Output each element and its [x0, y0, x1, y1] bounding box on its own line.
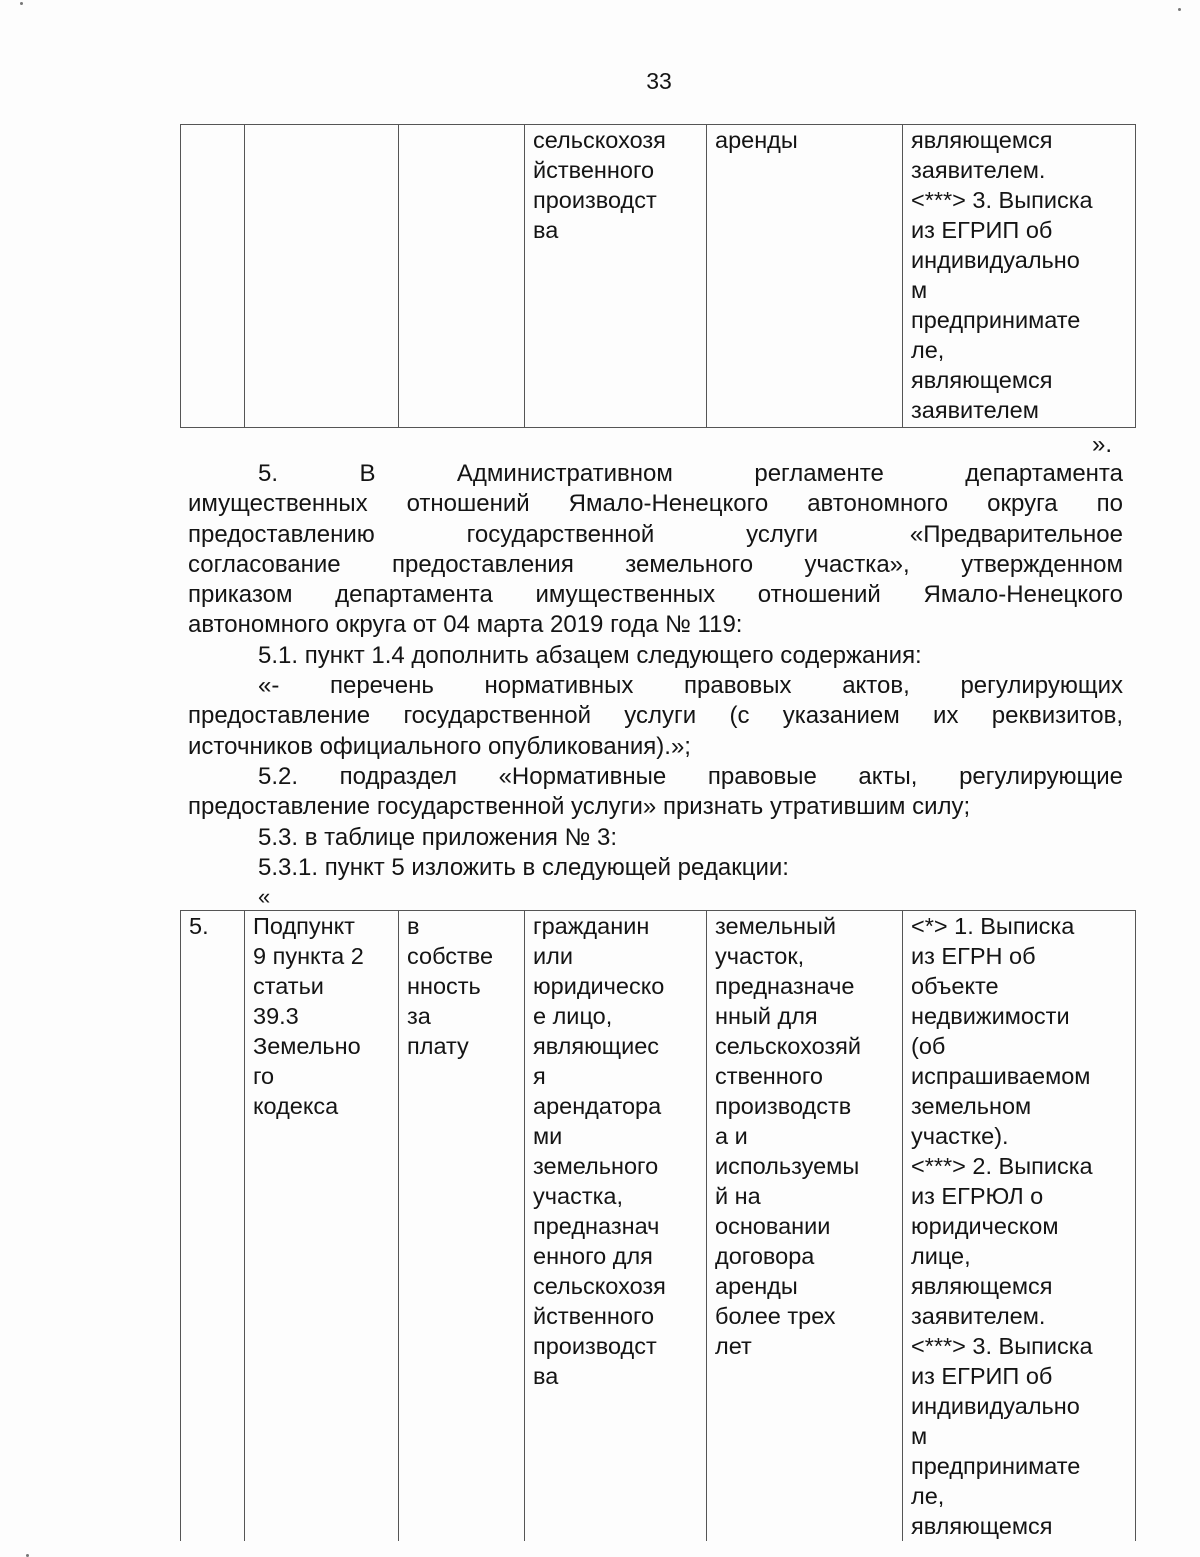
table-cell-basis [245, 125, 399, 428]
paragraph-5 [188, 459, 1123, 883]
table-cell-number: 5. [181, 911, 245, 1542]
quote-line: источников официального опубликования).»; [188, 732, 691, 760]
table-cell-number [181, 125, 245, 428]
scan-speck [1178, 8, 1181, 11]
table-cell-right-type: в собстве нность за плату [399, 911, 525, 1542]
closing-quote: ». [1092, 431, 1113, 458]
opening-quote: « [258, 884, 271, 909]
table-cell-basis: Подпункт 9 пункта 2 статьи 39.3 Земельно го кодекса [245, 911, 399, 1542]
table-row [181, 125, 1136, 428]
paragraph-5-2-line: предоставление государственной услуги» признать утратившим силу; [188, 793, 971, 821]
table-new-item-5 [180, 910, 1136, 1541]
table-cell-applicant: гражданин или юридическо е лицо, являющиес я арендатора ми земельного участка, предназнач енного для сельскохозя йственного производст ва [525, 911, 707, 1542]
table-cell-land-plot: земельный участок, предназначе нный для сельскохозяй ственного производств а и используемы й на основании договора аренды более трех лет [707, 911, 903, 1542]
paragraph-5-1: 5.1. пункт 1.4 дополнить абзацем следующего содержания: [258, 641, 922, 669]
quote-line: предоставление государственной услуги (с указанием их реквизитов, [188, 702, 1123, 730]
table-continuation [180, 124, 1136, 428]
paragraph-line: приказом департамента имущественных отношений Ямало-Ненецкого [188, 581, 1123, 609]
table-cell-documents: <*> 1. Выписка из ЕГРН об объекте недвижимости (об испрашиваемом земельном участке). <***> 2. Выписка из ЕГРЮЛ о юридическом лице, являющемся заявителем. <***> 3. Выписка из ЕГРИП об индивидуально м предпринимате ле, являющемся [903, 911, 1136, 1542]
table-row [181, 911, 1136, 1542]
quote-line: «- перечень нормативных правовых актов, регулирующих [258, 672, 1123, 700]
paragraph-5-2-line: 5.2. подраздел «Нормативные правовые акты, регулирующие [258, 762, 1123, 790]
paragraph-5-3: 5.3. в таблице приложения № 3: [258, 823, 618, 851]
page-number: 33 [646, 68, 672, 94]
table-cell-land-plot: аренды [707, 125, 903, 428]
paragraph-line: согласование предоставления земельного участка», утвержденном [188, 550, 1123, 578]
paragraph-line: автономного округа от 04 марта 2019 года № 119: [188, 611, 743, 639]
scan-speck [20, 2, 23, 5]
table-cell-documents: являющемся заявителем. <***> 3. Выписка из ЕГРИП об индивидуально м предпринимате ле, являющемся заявителем [903, 125, 1136, 428]
paragraph-line: 5. В Административном регламенте департамента [258, 460, 1123, 487]
paragraph-line: предоставлению государственной услуги «Предварительное [188, 520, 1123, 548]
table-cell-applicant: сельскохозя йственного производст ва [525, 125, 707, 428]
paragraph-5-3-1: 5.3.1. пункт 5 изложить в следующей редакции: [258, 853, 789, 881]
table-cell-right-type [399, 125, 525, 428]
paragraph-line: имущественных отношений Ямало-Ненецкого автономного округа по [188, 490, 1123, 518]
